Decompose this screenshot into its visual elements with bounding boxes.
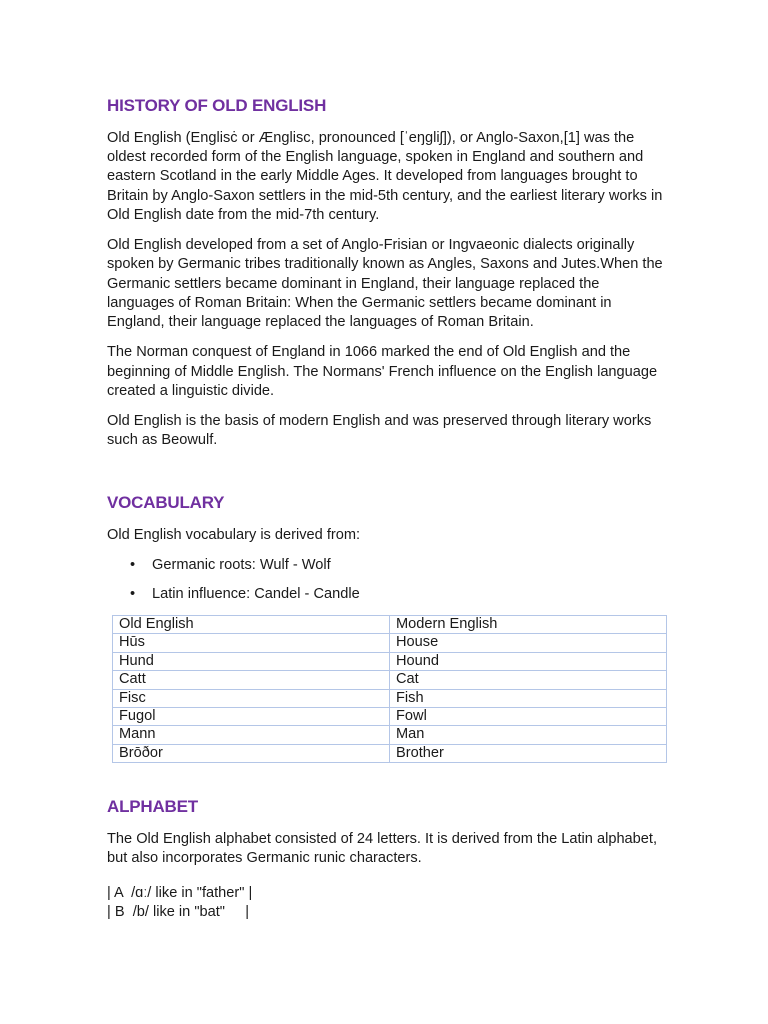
table-cell: House [390,634,667,652]
table-cell: Fish [390,689,667,707]
section-heading-history: HISTORY OF OLD ENGLISH [107,96,327,115]
table-cell: Fowl [390,708,667,726]
table-row [113,744,667,762]
table-row [113,689,667,707]
table-cell: Man [390,726,667,744]
alphabet-intro: The Old English alphabet consisted of 24 letters. It is derived from the Latin alphabet, but also incorporates Germanic runic characters. [107,831,658,867]
alphabet-rows [107,884,252,922]
section-heading-vocabulary: VOCABULARY [107,493,225,512]
table-row [113,634,667,652]
list-item-text: Germanic roots: Wulf - Wolf [152,557,331,573]
history-section [107,129,667,462]
table-cell: Hūs [113,634,390,652]
table-cell: Hund [113,652,390,670]
table-cell: Fisc [113,689,390,707]
history-paragraph: Old English is the basis of modern English and was preserved through literary works such as Beowulf. [107,413,652,449]
alphabet-row: | A /ɑː/ like in "father" | [107,885,253,901]
table-cell: Old English [113,616,390,634]
history-paragraph: Old English (Englisċ or Ænglisc, pronounced [ˈeŋɡliʃ]), or Anglo-Saxon,[1] was the oldest recorded form of the English language, spoken in England and southern and eastern Scotland in the early Middle Ages. It developed from languages brought to Britain by Anglo-Saxon settlers in the mid-5th century, and the earliest literary works in Old English date from the mid-7th century. [107,130,663,223]
history-paragraph: Old English developed from a set of Anglo-Frisian or Ingvaeonic dialects originally spoken by Germanic tribes traditionally known as Angles, Saxons and Jutes.When the Germanic settlers became dominant in England, their language replaced the languages of Roman Britain: When the Germanic settlers became dominant in England, their language replaced the languages of Roman Britain. [107,237,663,331]
history-paragraph: The Norman conquest of England in 1066 marked the end of Old English and the beginning of Middle English. The Normans' French influence on the English language created a linguistic divide. [107,344,658,399]
table-cell: Brōðor [113,744,390,762]
table-cell: Modern English [390,616,667,634]
table-row [113,708,667,726]
table-cell: Catt [113,671,390,689]
table-row [113,726,667,744]
section-heading-alphabet: ALPHABET [107,797,198,816]
vocabulary-table [112,615,667,763]
table-cell: Hound [390,652,667,670]
list-item-text: Latin influence: Candel - Candle [152,586,360,603]
table-row [113,671,667,689]
alphabet-row: | B /b/ like in "bat" | [107,904,250,921]
table-row [113,652,667,670]
list-item [107,585,360,604]
table-cell: Brother [390,744,667,762]
vocabulary-bullet-list [107,556,360,615]
table-row [113,616,667,634]
table-cell: Cat [390,671,667,689]
table-cell: Fugol [113,708,390,726]
bullet-icon: • [130,557,136,573]
vocabulary-intro: Old English vocabulary is derived from: [107,527,361,543]
list-item [107,556,360,575]
table-cell: Mann [113,726,390,744]
bullet-icon: • [130,586,136,603]
